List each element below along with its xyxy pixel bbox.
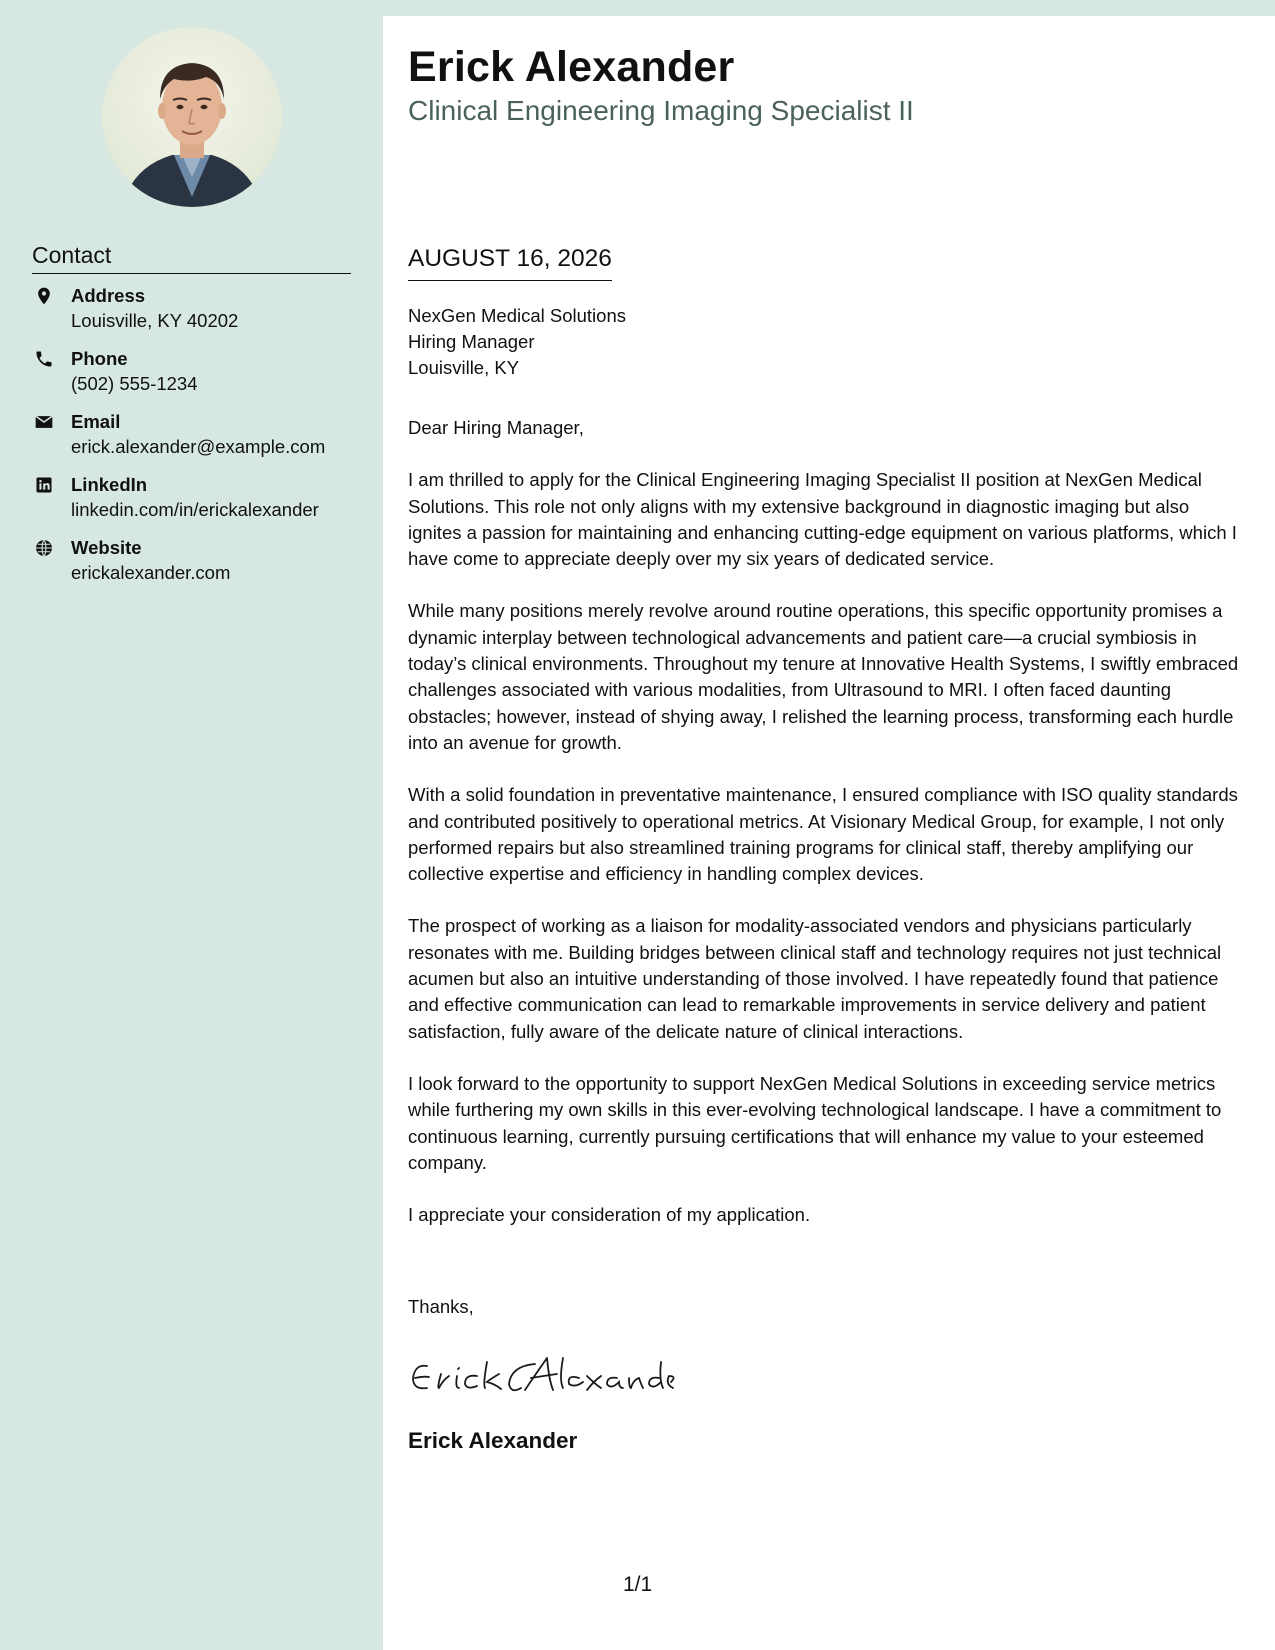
contact-value: erick.alexander@example.com — [71, 436, 326, 457]
contact-heading: Contact — [32, 240, 351, 274]
contact-item-phone — [32, 347, 362, 410]
contact-value: (502) 555-1234 — [71, 373, 198, 394]
contact-value: erickalexander.com — [71, 562, 231, 583]
envelope-icon — [34, 412, 54, 432]
contact-item-email — [32, 410, 362, 473]
job-title: Clinical Engineering Imaging Specialist II — [408, 95, 914, 126]
contact-item-website — [32, 536, 362, 599]
profile-photo — [102, 27, 282, 207]
contact-label: Email — [71, 411, 121, 432]
phone-icon — [34, 349, 54, 369]
avatar — [102, 27, 282, 207]
letter-body — [383, 16, 1275, 1650]
letter-text — [408, 415, 1243, 1254]
contact-value: Louisville, KY 40202 — [71, 310, 239, 331]
paragraph: While many positions merely revolve around routine operations, this specific opportunity promises a dynamic interplay between technological advancements and patient care—a crucial symbiosis in today’s clinical environments. Throughout my tenure at Innovative Health Systems, I swiftly embraced challenges associated with various modalities, from Ultrasound to MRI. I often faced daunting obstacles; however, instead of shying away, I relished the learning process, transforming each hurdle into an avenue for growth. — [408, 600, 1239, 753]
contact-label: Phone — [71, 348, 128, 369]
paragraph: The prospect of working as a liaison for modality-associated vendors and physicians particularly resonates with me. Building bridges between clinical staff and technology requires not just technical acumen but also an intuitive understanding of those involved. I have repeatedly found that patience and effective communication can lead to remarkable improvements in service delivery and patient satisfaction, fully aware of the delicate nature of clinical interactions. — [408, 915, 1222, 1042]
applicant-name: Erick Alexander — [408, 43, 735, 91]
paragraph: I appreciate your consideration of my application. — [408, 1204, 811, 1226]
linkedin-icon — [34, 475, 54, 495]
recipient-title: Hiring Manager — [408, 331, 535, 352]
paragraph: With a solid foundation in preventative maintenance, I ensured compliance with ISO quality standards and contributed positively to operational metrics. At Visionary Medical Group, for example, I not only performed repairs but also streamlined training programs for clinical staff, thereby amplifying our collective expertise and efficiency in handling complex devices. — [408, 784, 1238, 885]
contact-label: Website — [71, 537, 142, 558]
sidebar — [0, 0, 383, 1650]
globe-icon — [34, 538, 54, 558]
contact-item-linkedin — [32, 473, 362, 536]
contact-item-address — [32, 284, 362, 347]
closing: Thanks, — [408, 1296, 474, 1317]
contact-label: LinkedIn — [71, 474, 148, 495]
salutation: Dear Hiring Manager, — [408, 417, 584, 438]
paragraph: I am thrilled to apply for the Clinical Engineering Imaging Specialist II position at NexGen Medical Solutions. This role not only aligns with my extensive background in diagnostic imaging but also ignites a passion for maintaining and enhancing cutting-edge equipment on various platforms, which I have come to appreciate deeply over my six years of dedicated service. — [408, 469, 1237, 570]
page-number: 1/1 — [623, 1573, 653, 1596]
signer-name: Erick Alexander — [408, 1428, 578, 1453]
paragraph: I look forward to the opportunity to support NexGen Medical Solutions in exceeding service metrics while furthering my own skills in this ever-evolving technological landscape. I have a commitment to continuous learning, currently pursuing certifications that will enhance my value to your esteemed company. — [408, 1072, 1222, 1173]
contact-list — [32, 284, 362, 599]
recipient-company: NexGen Medical Solutions — [408, 305, 626, 326]
letter-date: AUGUST 16, 2026 — [408, 244, 612, 281]
recipient-block — [408, 303, 626, 381]
map-pin-icon — [34, 286, 54, 306]
contact-label: Address — [71, 285, 146, 306]
handwritten-signature — [407, 1344, 677, 1404]
contact-value: linkedin.com/in/erickalexander — [71, 499, 319, 520]
recipient-location: Louisville, KY — [408, 357, 520, 378]
